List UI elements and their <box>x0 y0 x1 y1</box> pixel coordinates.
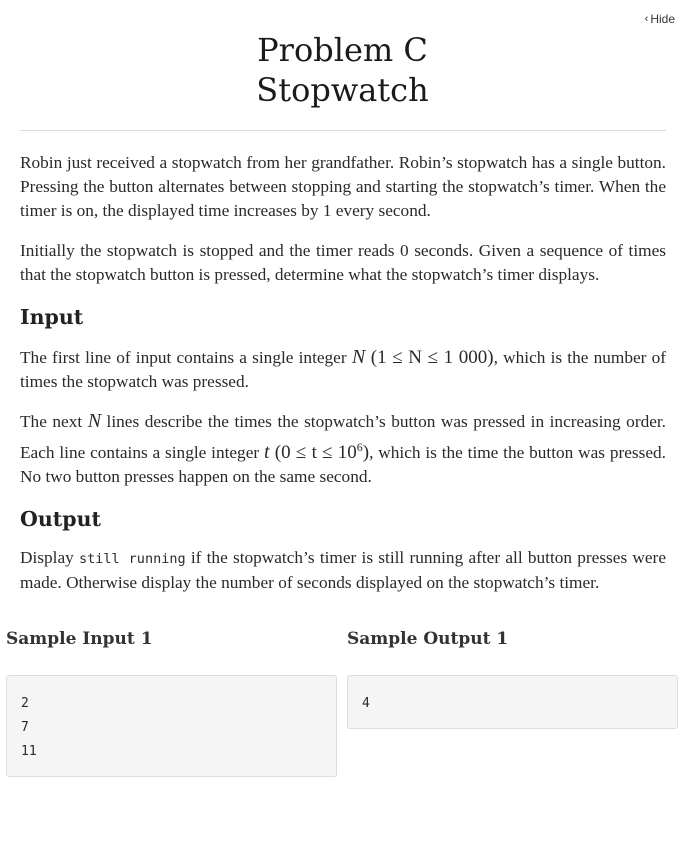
sample-input-line: 11 <box>21 744 37 760</box>
title-divider <box>20 130 666 131</box>
problem-body <box>0 151 685 595</box>
sample-input-title: Sample Input 1 <box>6 629 153 650</box>
sample-output <box>347 629 678 777</box>
sample-input-line: 2 <box>21 696 29 712</box>
chevron-left-icon: ‹ <box>644 12 649 25</box>
statement-paragraph-2: Initially the stopwatch is stopped and the timer reads 0 seconds. Given a sequence of times that the stopwatch button is pressed, determine what the stopwatch’s timer displays. <box>20 240 666 284</box>
output-heading: Output <box>20 506 101 531</box>
problem-title <box>0 0 685 110</box>
problem-letter: Problem C <box>257 31 428 69</box>
input-paragraph-1: The first line of input contains a single integer N (1 ≤ N ≤ 1 000), which is the number of times the stopwatch was pressed. <box>20 346 666 392</box>
sample-output-box[interactable] <box>347 675 678 729</box>
input-heading: Input <box>20 305 84 330</box>
sample-input <box>6 629 337 777</box>
problem-name: Stopwatch <box>256 71 429 109</box>
sample-input-line: 7 <box>21 720 29 736</box>
still-running-code: still running <box>79 550 186 567</box>
sample-input-box[interactable] <box>6 675 337 777</box>
output-paragraph: Display still running if the stopwatch’s timer is still running after all button presses were made. Otherwise display the number of seconds displayed on the stopwatch’s timer. <box>20 547 666 592</box>
hide-label: Hide <box>650 12 675 26</box>
hide-link[interactable] <box>645 12 675 26</box>
input-paragraph-2: The next N lines describe the times the stopwatch’s button was pressed in increasing order. Each line contains a single integer t $(0 \le t \le 10^6)$, which is the time the button was pressed. No two button presses happen on the same second. <box>20 410 667 486</box>
sample-output-title: Sample Output 1 <box>347 629 509 650</box>
samples-section <box>0 629 685 777</box>
sample-output-line: 4 <box>362 696 370 712</box>
statement-paragraph-1: Robin just received a stopwatch from her grandfather. Robin’s stopwatch has a single button. Pressing the button alternates between stopping and starting the stopwatch’s timer. When the timer is on, the displayed time increases by 1 every second. <box>20 153 666 221</box>
